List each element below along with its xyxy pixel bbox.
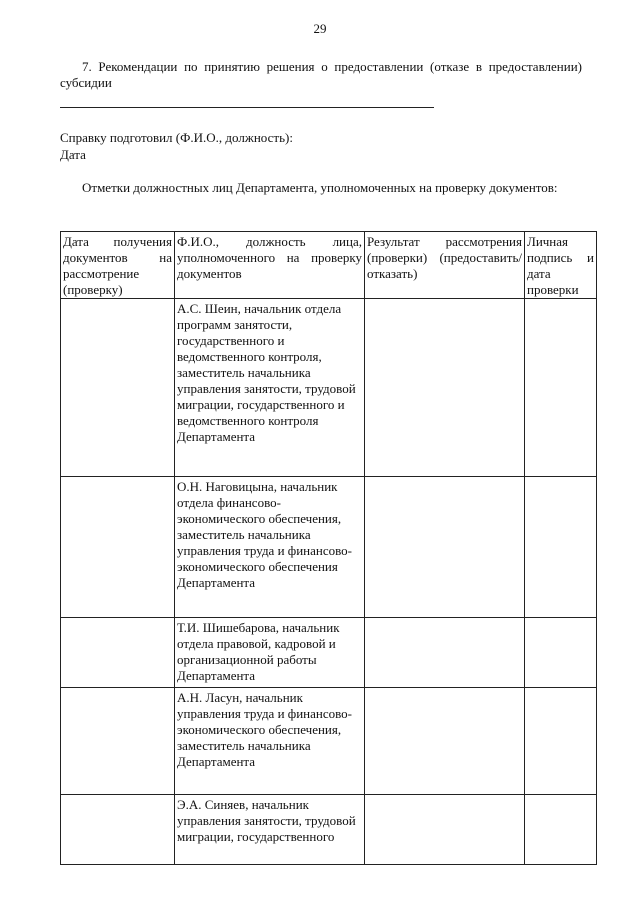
- signature-cell: [525, 688, 597, 795]
- official-cell: А.С. Шеин, начальник отдела программ занятости, государственного и ведомственного контроля, заместитель начальника управления занятости, трудовой миграции, государственного и ведомственного контроля Департамента: [175, 299, 365, 477]
- official-cell: А.Н. Ласун, начальник управления труда и финансово-экономического обеспечения, заместитель начальника Департамента: [175, 688, 365, 795]
- signature-cell: [525, 795, 597, 865]
- header-review-result: Результат рассмотрения (проверки) (предоставить/отказать): [365, 232, 525, 299]
- page-number: 29: [313, 21, 327, 36]
- result-cell: [365, 618, 525, 688]
- signature-cell: [525, 618, 597, 688]
- table-row: [61, 618, 597, 688]
- prepared-by-block: [60, 130, 293, 164]
- result-cell: [365, 477, 525, 618]
- table-row: [61, 795, 597, 865]
- prepared-by-label: Справку подготовил (Ф.И.О., должность):: [60, 130, 293, 145]
- fill-in-line: [60, 107, 434, 108]
- marks-paragraph: Отметки должностных лиц Департамента, уполномоченных на проверку документов:: [82, 180, 558, 195]
- date-cell: [61, 299, 175, 477]
- table-row: [61, 477, 597, 618]
- table-row: [61, 688, 597, 795]
- result-cell: [365, 795, 525, 865]
- result-cell: [365, 299, 525, 477]
- date-cell: [61, 688, 175, 795]
- approval-table: [60, 231, 597, 865]
- official-cell: Т.И. Шишебарова, начальник отдела правовой, кадровой и организационной работы Департамента: [175, 618, 365, 688]
- table-header-row: [61, 232, 597, 299]
- header-official-name: Ф.И.О., должность лица, уполномоченного на проверку документов: [175, 232, 365, 299]
- signature-cell: [525, 299, 597, 477]
- table-row: [61, 299, 597, 477]
- result-cell: [365, 688, 525, 795]
- section-7-heading: 7. Рекомендации по принятию решения о предоставлении (отказе в предоставлении) субсидии: [60, 59, 582, 90]
- date-cell: [61, 618, 175, 688]
- official-cell: О.Н. Наговицына, начальник отдела финансово-экономического обеспечения, заместитель начальника управления труда и финансово-экономического обеспечения Департамента: [175, 477, 365, 618]
- official-cell: Э.А. Синяев, начальник управления занятости, трудовой миграции, государственного: [175, 795, 365, 865]
- signature-cell: [525, 477, 597, 618]
- header-date-received: Дата получения документов на рассмотрение (проверку): [61, 232, 175, 299]
- date-cell: [61, 795, 175, 865]
- date-label: Дата: [60, 147, 86, 162]
- header-signature-date: Личная подпись и дата проверки: [525, 232, 597, 299]
- date-cell: [61, 477, 175, 618]
